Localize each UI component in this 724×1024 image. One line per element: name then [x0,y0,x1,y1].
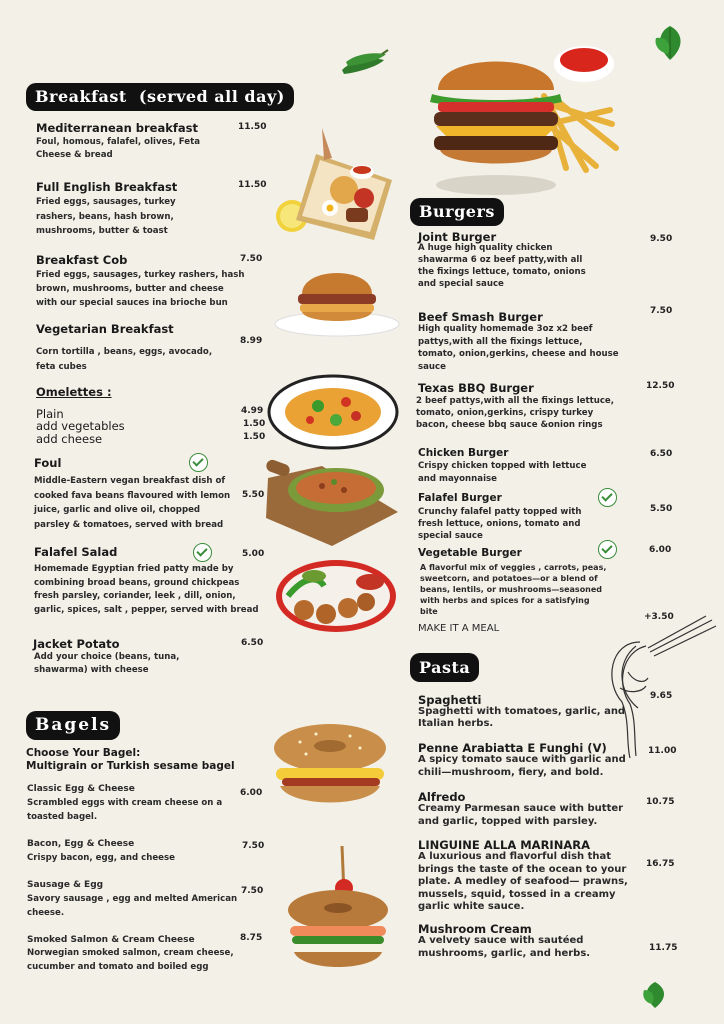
omelettes-heading: Omelettes : [36,385,112,399]
breakfast-heading: Breakfast (served all day) [26,83,294,111]
basil-leaf-icon [652,24,688,62]
menu-item-title: Falafel Burger [418,492,502,504]
menu-item-title: Foul [34,456,62,470]
menu-item-title: Full English Breakfast [36,180,178,194]
omelette-price: 4.99 [241,406,264,416]
menu-item-title: LINGUINE ALLA MARINARA [418,838,590,852]
menu-item-price: 8.75 [240,933,263,943]
menu-item-title: Alfredo [418,790,466,804]
menu-item-title: Mushroom Cream [418,922,532,936]
menu-item-description: A spicy tomato sauce with garlic and chili—mushroom, fiery, and bold. [418,754,626,778]
burgers-heading: Burgers [410,198,504,226]
menu-item-title: Falafel Salad [34,545,118,559]
menu-item-price: 12.50 [646,381,675,391]
breakfast-cob-image [272,262,402,340]
menu-item-title: Sausage & Egg [27,880,104,890]
menu-item-title: Chicken Burger [418,447,509,459]
menu-item-title: Smoked Salmon & Cream Cheese [27,935,195,945]
menu-item-description: A huge high quality chicken shawarma 6 oz beef patty,with all the fixings lettuce, tomato, onions and special sauce [418,243,586,289]
menu-item-price: 6.00 [649,545,672,555]
bagels-heading: Bagels [26,711,120,740]
menu-item-description: 2 beef pattys,with all the fixings lettuce, tomato, onion,gerkins, crispy turkey bacon, cheese bbq sauce &onion rings [416,396,615,430]
menu-item-description: Middle-Eastern vegan breakfast dish of cooked fava beans flavoured with lemon juice, garlic and olive oil, chopped parsley & tomatoes, served with bread [34,476,231,530]
menu-item-price: 9.65 [650,691,673,701]
menu-item-price: 10.75 [646,797,675,807]
omelette-option: Plain [36,407,64,421]
menu-item-description: Add your choice (beans, tuna, shawarma) with cheese [34,652,180,675]
spaghetti-fork-illustration [600,612,720,760]
omelette-option: add vegetables [36,419,125,433]
salmon-bagel-image [282,844,394,980]
menu-item-description: Scrambled eggs with cream cheese on a toasted bagel. [27,798,223,822]
menu-item-title: Penne Arabiatta E Funghi (V) [418,741,607,755]
menu-item-price: 8.99 [240,336,263,346]
make-it-a-meal-label: MAKE IT A MEAL [418,623,500,634]
menu-item-price: 5.50 [242,490,265,500]
foul-bowl-image [262,458,400,550]
menu-item-description: Fried eggs, sausages, turkey rashers, hash brown, mushrooms, butter and cheese with our special sauces ina brioche bun [36,270,245,308]
menu-item-title: Jacket Potato [33,637,120,651]
menu-item-description: Homemade Egyptian fried patty made by combining broad beans, ground chickpeas fresh parsley, coriander, leek , dill, onion, garlic, spices, salt , pepper, served with bread [34,564,259,615]
menu-item-description: High quality homemade 3oz x2 beef pattys,with all the fixings lettuce, tomato, onion,gerkins, cheese and house sauce [418,324,619,372]
menu-item-title: Vegetarian Breakfast [36,322,174,336]
vegan-badge-icon [189,453,208,472]
menu-item-title: Breakfast Cob [36,253,128,267]
menu-item-price: 11.00 [648,746,677,756]
egg-cheese-bagel-image [266,714,394,814]
menu-item-price: 7.50 [240,254,263,264]
menu-item-description: A luxurious and flavorful dish that brings the taste of the ocean to your plate. A medley of seafood— prawns, mussels, squid, tossed in a creamy garlic white sauce. [418,851,628,912]
menu-item-price: 6.50 [650,449,673,459]
menu-item-title: Joint Burger [418,230,497,244]
menu-item-price: 16.75 [646,859,675,869]
menu-item-price: 7.50 [241,886,264,896]
menu-item-description: Norwegian smoked salmon, cream cheese, cucumber and tomato and boiled egg [27,948,234,972]
menu-item-price: 6.50 [241,638,264,648]
menu-item-description: Fried eggs, sausages, turkey rashers, beans, hash brown, mushrooms, butter & toast [36,197,176,236]
make-it-a-meal-price: +3.50 [644,612,674,622]
basil-leaf-icon [640,980,670,1010]
menu-item-title: Mediterranean breakfast [36,121,198,135]
menu-item-price: 7.50 [650,306,673,316]
menu-item-price: 11.50 [238,122,267,132]
menu-item-title: Beef Smash Burger [418,310,543,324]
menu-item-description: Foul, homous, falafel, olives, Feta Cheese & bread [36,137,201,160]
menu-item-price: 6.00 [240,788,263,798]
breakfast-tray-image [272,124,398,242]
omelette-plate-image [266,372,400,452]
menu-item-price: 11.75 [649,943,678,953]
vegan-badge-icon [598,540,617,559]
menu-item-price: 5.50 [650,504,673,514]
menu-item-description: Savory sausage , egg and melted American cheese. [27,894,238,918]
falafel-plate-image [274,556,398,634]
menu-item-price: 11.50 [238,180,267,190]
chili-pepper-icon [338,48,390,80]
vegan-badge-icon [598,488,617,507]
menu-item-title: Vegetable Burger [418,547,522,559]
vegan-badge-icon [193,543,212,562]
pasta-heading: Pasta [410,653,479,682]
menu-item-description: Crispy chicken topped with lettuce and mayonnaise [418,461,587,484]
menu-item-title: Bacon, Egg & Cheese [27,839,135,849]
omelette-price: 1.50 [243,432,266,442]
menu-item-description: A velvety sauce with sautéed mushrooms, garlic, and herbs. [418,935,591,959]
menu-item-title: Spaghetti [418,693,482,707]
menu-item-price: 9.50 [650,234,673,244]
menu-item-description: Crispy bacon, egg, and cheese [27,853,175,863]
menu-item-description: Corn tortilla , beans, eggs, avocado, feta cubes [36,347,213,372]
menu-item-title: Classic Egg & Cheese [27,784,135,794]
omelette-price: 1.50 [243,419,266,429]
menu-item-price: 5.00 [242,549,265,559]
menu-item-description: Creamy Parmesan sauce with butter and garlic, topped with parsley. [418,803,624,827]
burger-fries-image [416,40,622,200]
bagel-choice-text: Choose Your Bagel: Multigrain or Turkish sesame bagel [26,747,235,772]
menu-item-price: 7.50 [242,841,265,851]
menu-item-description: Spaghetti with tomatoes, garlic, and Italian herbs. [418,706,626,729]
menu-item-description: Crunchy falafel patty topped with fresh lettuce, onions, tomato and special sauce [418,507,582,541]
omelette-option: add cheese [36,432,103,446]
menu-item-title: Texas BBQ Burger [418,381,534,395]
menu-item-description: A flavorful mix of veggies , carrots, peas, sweetcorn, and potatoes—or a blend of beans, lentils, or mushrooms—seasoned with herbs and spices for a satisfying bite [420,563,607,616]
